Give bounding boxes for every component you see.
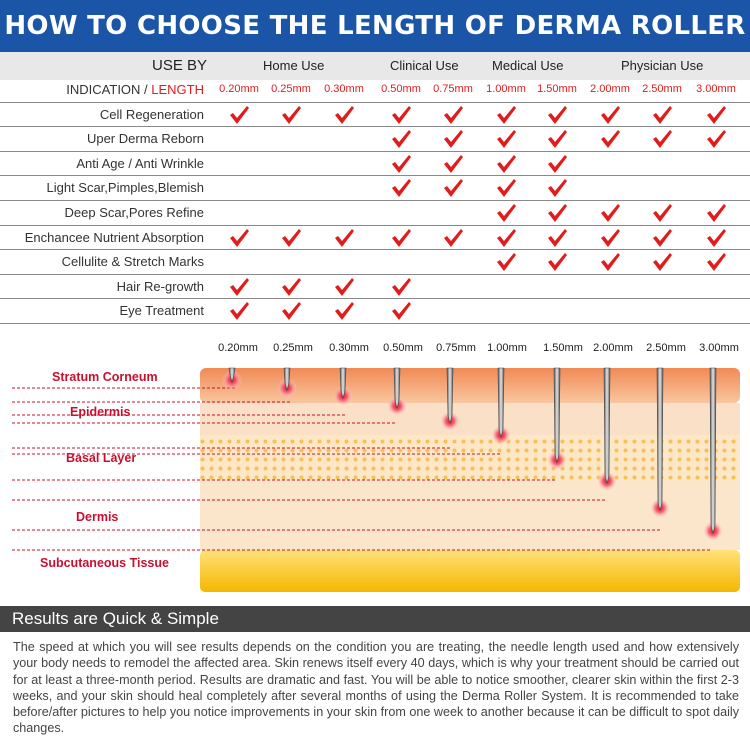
indication-row-label: Eye Treatment (119, 303, 204, 319)
needle (554, 368, 560, 462)
check-icon (546, 128, 568, 150)
layer-label: Dermis (76, 510, 119, 524)
check-icon (651, 202, 673, 224)
needle-length-label: 0.25mm (273, 342, 313, 354)
indication-row-label: Cellulite & Stretch Marks (61, 254, 204, 270)
check-icon (599, 128, 621, 150)
check-icon (495, 202, 517, 224)
group-medical-use: Medical Use (492, 58, 564, 73)
indication-label: INDICATION / (66, 82, 152, 97)
check-icon (651, 227, 673, 249)
needle-length-label: 0.50mm (383, 342, 423, 354)
needle-length-label: 0.20mm (218, 342, 258, 354)
layer-label: Basal Layer (66, 451, 137, 465)
needle-length-label: 0.75mm (436, 342, 476, 354)
check-icon (280, 276, 302, 298)
needle (604, 368, 610, 483)
needle-length-label: 0.30mm (329, 342, 369, 354)
check-icon (228, 276, 250, 298)
check-icon (390, 104, 412, 126)
results-body: The speed at which you will see results depends on the condition you are treating, the needle length used and how extensively your body needs to remodel the affected area. Skin renews itself every 40 days, which is why your treatment should be carried out for at least a three-month period. Results are dramatic and fast. You will be able to notice smoother, clearer skin within the first 2-3 weeks, and your skin should heal completely after several months of using the Derma Roller System. It is recommended to take before/after pictures to help you notice improvements in your skin from one week to another because it can be difficult to spot daily changes. (13, 640, 739, 736)
check-icon (495, 128, 517, 150)
indication-row-label: Cell Regeneration (99, 106, 204, 122)
indication-row-label: Hair Re-growth (116, 278, 204, 294)
check-icon (546, 104, 568, 126)
check-icon (228, 104, 250, 126)
check-icon (651, 128, 673, 150)
use-by-row (0, 52, 750, 80)
needle (498, 368, 504, 437)
check-icon (599, 202, 621, 224)
layer-label: Subcutaneous Tissue (40, 556, 169, 570)
indication-row (0, 176, 750, 201)
check-icon (495, 104, 517, 126)
subcutaneous-layer (200, 550, 740, 592)
needle-length-label: 1.00mm (487, 342, 527, 354)
check-icon (495, 251, 517, 273)
check-icon (442, 227, 464, 249)
group-home-use: Home Use (263, 58, 325, 73)
check-icon (599, 104, 621, 126)
check-icon (390, 227, 412, 249)
length-label: LENGTH (151, 82, 204, 97)
indication-length-label (66, 82, 204, 97)
length-header-row (0, 78, 750, 103)
check-icon (495, 227, 517, 249)
check-icon (651, 104, 673, 126)
indication-row-label: Enchancee Nutrient Absorption (24, 229, 204, 245)
check-icon (705, 104, 727, 126)
check-icon (705, 202, 727, 224)
check-icon (705, 227, 727, 249)
check-icon (546, 153, 568, 175)
check-icon (546, 227, 568, 249)
needle-length-label: 3.00mm (699, 342, 739, 354)
check-icon (442, 128, 464, 150)
check-icon (495, 177, 517, 199)
indication-row (0, 152, 750, 177)
check-icon (442, 104, 464, 126)
length-header-cell: 3.00mm (696, 83, 736, 95)
length-header-cell: 1.00mm (486, 83, 526, 95)
needle-length-label: 2.00mm (593, 342, 633, 354)
check-icon (546, 251, 568, 273)
check-icon (705, 251, 727, 273)
length-header-cell: 0.25mm (271, 83, 311, 95)
needle (657, 368, 663, 510)
page-title: HOW TO CHOOSE THE LENGTH OF DERMA ROLLER (4, 11, 746, 41)
length-header-cell: 2.50mm (642, 83, 682, 95)
length-header-cell: 1.50mm (537, 83, 577, 95)
use-by-label: USE BY (152, 57, 208, 74)
length-header-cell: 0.50mm (381, 83, 421, 95)
title-bar (0, 0, 750, 52)
indication-row (0, 275, 750, 300)
check-icon (599, 227, 621, 249)
indication-row (0, 127, 750, 152)
indication-row-label: Anti Age / Anti Wrinkle (76, 155, 204, 171)
check-icon (705, 128, 727, 150)
check-icon (280, 104, 302, 126)
check-icon (442, 177, 464, 199)
indication-row (0, 103, 750, 128)
skin-depth-svg (0, 320, 750, 605)
check-icon (442, 153, 464, 175)
skin-depth-diagram (0, 320, 750, 605)
check-icon (599, 251, 621, 273)
group-clinical-use: Clinical Use (390, 58, 459, 73)
check-icon (390, 128, 412, 150)
check-icon (280, 227, 302, 249)
check-icon (651, 251, 673, 273)
layer-label: Stratum Corneum (52, 370, 158, 384)
length-header-cell: 0.20mm (219, 83, 259, 95)
check-icon (495, 153, 517, 175)
length-header-cell: 0.30mm (324, 83, 364, 95)
results-heading-bar (0, 606, 750, 632)
length-header-cell: 0.75mm (433, 83, 473, 95)
check-icon (333, 227, 355, 249)
length-header-cell: 2.00mm (590, 83, 630, 95)
needle-length-label: 1.50mm (543, 342, 583, 354)
indication-row (0, 250, 750, 275)
needle (447, 368, 453, 423)
check-icon (390, 276, 412, 298)
check-icon (333, 276, 355, 298)
indication-row-label: Uper Derma Reborn (86, 131, 204, 147)
layer-label: Epidermis (70, 405, 131, 419)
indication-row (0, 226, 750, 251)
indication-row-label: Deep Scar,Pores Refine (64, 205, 204, 220)
check-icon (390, 177, 412, 199)
results-heading: Results are Quick & Simple (12, 609, 219, 628)
needle-length-label: 2.50mm (646, 342, 686, 354)
group-physician-use: Physician Use (621, 58, 704, 73)
check-icon (333, 104, 355, 126)
indication-row-label: Light Scar,Pimples,Blemish (46, 180, 204, 196)
indication-row (0, 201, 750, 226)
needle (710, 368, 716, 533)
check-icon (546, 177, 568, 199)
check-icon (546, 202, 568, 224)
check-icon (390, 153, 412, 175)
check-icon (228, 227, 250, 249)
